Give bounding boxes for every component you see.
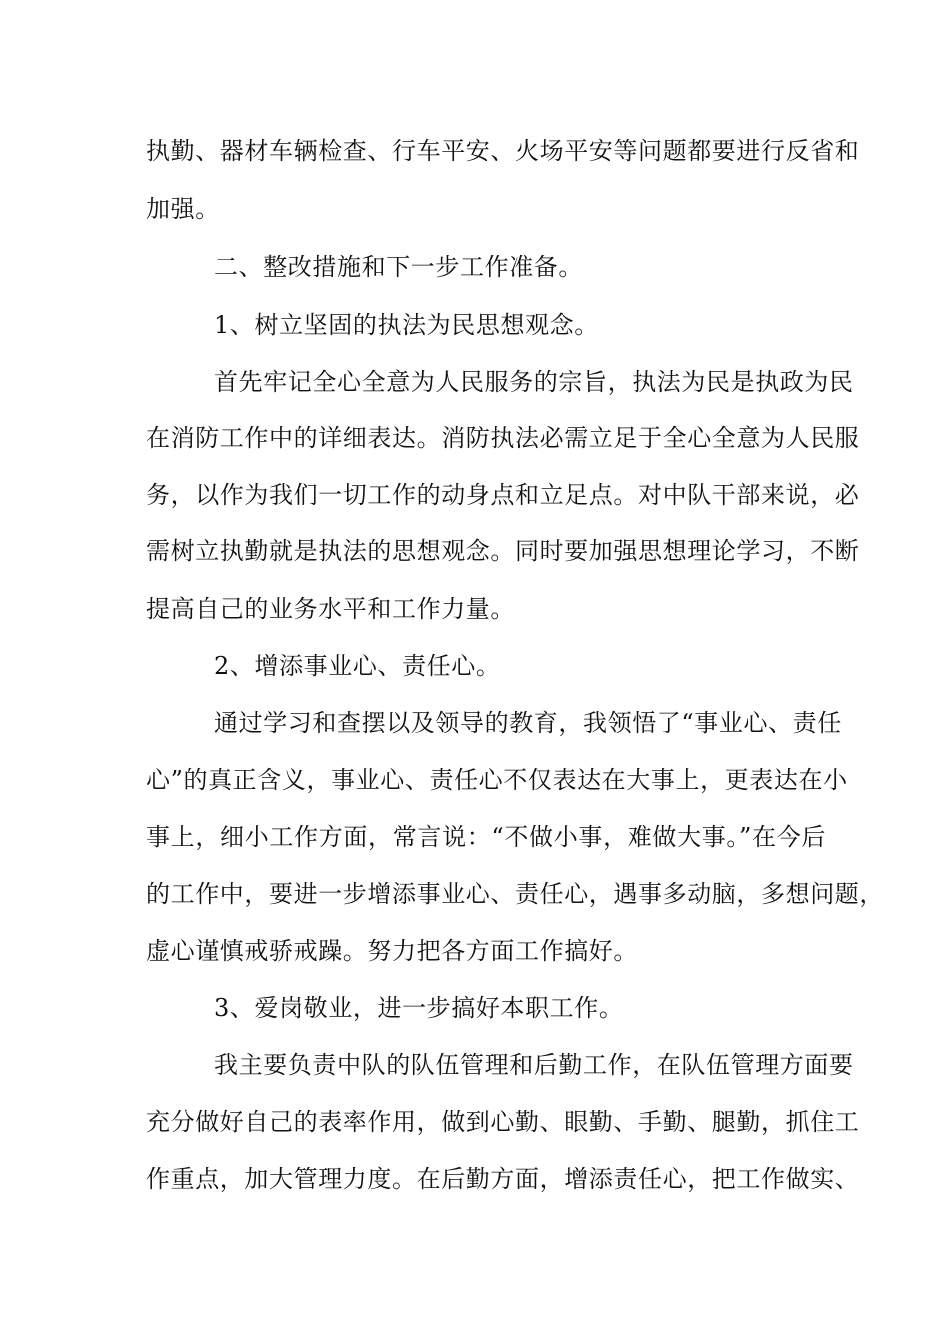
paragraph-line: 我主要负责中队的队伍管理和后勤工作，在队伍管理方面要 (214, 1051, 854, 1079)
subsection-heading: 2、增添事业心、责任心。 (214, 652, 501, 680)
paragraph-line: 需树立执勤就是执法的思想观念。同时要加强思想理论学习，不断 (146, 537, 860, 565)
paragraph-line: 在消防工作中的详细表达。消防执法必需立足于全心全意为人民服 (146, 424, 860, 452)
paragraph-line: 充分做好自己的表率作用，做到心勤、眼勤、手勤、腿勤，抓住工 (146, 1108, 860, 1136)
paragraph-line: 作重点，加大管理力度。在后勤方面，增添责任心，把工作做实、 (146, 1165, 860, 1193)
paragraph-line: 提高自己的业务水平和工作力量。 (146, 595, 515, 623)
text-line: 执勤、器材车辆检查、行车平安、火场平安等问题都要进行反省和 (146, 137, 860, 165)
paragraph-line: 务，以作为我们一切工作的动身点和立足点。对中队干部来说，必 (146, 481, 860, 509)
paragraph-line: 通过学习和查摆以及领导的教育，我领悟了“事业心、责任 (214, 709, 842, 737)
section-heading: 二、整改措施和下一步工作准备。 (214, 253, 583, 281)
text-line: 加强。 (146, 195, 220, 223)
paragraph-line: 首先牢记全心全意为人民服务的宗旨，执法为民是执政为民 (214, 368, 854, 396)
paragraph-line: 虚心谨慎戒骄戒躁。努力把各方面工作搞好。 (146, 937, 638, 965)
paragraph-line: 的工作中，要进一步增添事业心、责任心，遇事多动脑，多想问题， (146, 880, 884, 908)
subsection-heading: 3、爱岗敬业，进一步搞好本职工作。 (214, 994, 624, 1022)
subsection-heading: 1、树立坚固的执法为民思想观念。 (214, 311, 599, 339)
paragraph-line: 心”的真正含义，事业心、责任心不仅表达在大事上，更表达在小 (146, 766, 848, 794)
paragraph-line: 事上，细小工作方面，常言说：“不做小事，难做大事。”在今后 (146, 823, 826, 851)
